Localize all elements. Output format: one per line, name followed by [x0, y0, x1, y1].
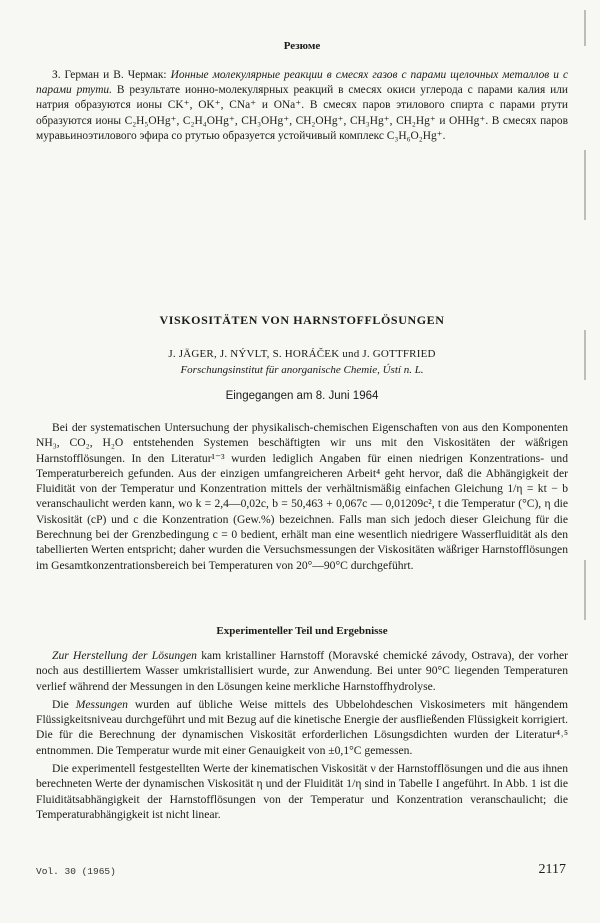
resume-heading: Резюме — [283, 40, 321, 52]
section-heading: Experimenteller Teil und Ergebnisse — [216, 625, 388, 637]
preparation-lead: Zur Herstellung der Lösungen — [52, 649, 197, 662]
scan-edge-mark — [584, 10, 586, 46]
intro-text: Bei der systematischen Untersuchung der physikalisch-chemischen Eigenschaften von aus den Komponenten NH₃, CO₂, H₂O entstehenden Systemen beschäftigten wir uns mit den Viskositäten der wäßrigen Harnstofflösungen. In den Literatur¹⁻³ wurden lediglich Angaben für einen niedrigen Konzentrations- und Temperaturbereich gefunden. Aus der einzigen umfangreicheren Arbeit⁴ geht hervor, daß die Abhängigkeit der Fluidität von der Temperatur und Konzentration mittels der verhältnismäßig einfachen Gleichung 1/η = kt − b veranschaulicht werden kann, wo k = 2,4—0,02c, b = 50,463 + 0,067c — 0,01209c², t die Temperatur (°C), η die Viskosität (cP) und c die Konzentration (Gew.%) bezeichnen. Falls man sich jedoch dieser Gleichung für die Berechnung bei der Grenzbedingung c = 0 bedient, erhält man eine wesentlich niedrigere Wasserfluidität als den tabellierten Werten entspricht; daher wurden die Versuchsmessungen der Viskositäten wäßriger Harnstofflösungen im Gesamtkonzentrationsbereich bei Temperaturen von 20°—90°C durchgeführt. — [36, 421, 568, 572]
resume-text: В результате ионно-молекулярных реакций в смесях окиси углерода с парами калия или натрия образуются ионы CK⁺, OK⁺, CNa⁺ и ONa⁺. В смесях паров этилового спирта с парами ртути образуются ионы C₂H₅OHg⁺, C₂H₄OHg⁺, CH₃OHg⁺, CH₂OHg⁺, CH₃Hg⁺, CH₂Hg⁺ и OHHg⁺. В смесях паров муравьиноэтилового эфира со ртутью образуется устойчивый комплекс C₃H₆O₂Hg⁺. — [36, 84, 568, 142]
resume-title: Ионные молекулярные реакции в смесях газов с парами щелочных металлов и с парами ртути. — [36, 69, 568, 97]
article-authors: J. JÄGER, J. NÝVLT, S. HORÁČEK und J. GOTTFRIED — [168, 348, 436, 360]
scan-edge-mark — [584, 150, 586, 220]
measurement-pre: Die — [52, 697, 76, 711]
measurement-paragraph — [36, 697, 568, 758]
resume-authors: З. Герман и В. Чермак: — [52, 69, 167, 81]
intro-paragraph — [36, 420, 568, 576]
article-institute: Forschungsinstitut für anorganische Chemie, Ústí n. L. — [180, 364, 424, 376]
article-title: VISKOSITÄTEN VON HARNSTOFFLÖSUNGEN — [159, 313, 445, 327]
measurement-text: wurden auf übliche Weise mittels des Ubbelohdeschen Viskosimeters mit hängendem Flüssigkeitsniveau durchgeführt und mit Bezug auf die kinetische Energie der ausfließenden Flüssigkeit korrigiert. Die für die Berechnung der dynamischen Viskosität erforderlichen Lösungsdichten wurden der Literatur⁴˒⁵ entnommen. Die Temperatur wurde mit einer Genauigkeit von ±0,1°C gemessen. — [36, 697, 569, 757]
page-number: 2117 — [538, 862, 566, 877]
scan-edge-mark — [584, 560, 586, 620]
measurement-lead: Messungen — [75, 697, 128, 711]
received-date: Eingegangen am 8. Juni 1964 — [225, 390, 379, 402]
journal-volume: Vol. 30 (1965) — [36, 866, 116, 877]
scan-edge-mark — [584, 330, 586, 380]
preparation-text: kam kristalliner Harnstoff (Moravské chemické závody, Ostrava), der vorher noch aus destilliertem Wasser umkristallisiert wurde, zur Anwendung. Bei unter 90°C liegenden Temperaturen verlief während der Messungen in den Lösungen keine merkliche Harnstoffhydrolyse. — [36, 649, 568, 693]
resume-paragraph — [36, 68, 568, 144]
experimental-section — [36, 648, 568, 825]
preparation-paragraph — [36, 648, 568, 694]
results-paragraph: Die experimentell festgestellten Werte der kinematischen Viskosität ν der Harnstofflösungen und die aus ihnen berechneten Werte der dynamischen Viskosität η und der Fluidität 1/η sind in Tabelle I angeführt. In Abb. 1 ist die Fluiditätsabhängigkeit der Harnstofflösungen von der Temperatur und Konzentration veranschaulicht; die Temperaturabhängigkeit ist nicht linear. — [36, 762, 568, 821]
